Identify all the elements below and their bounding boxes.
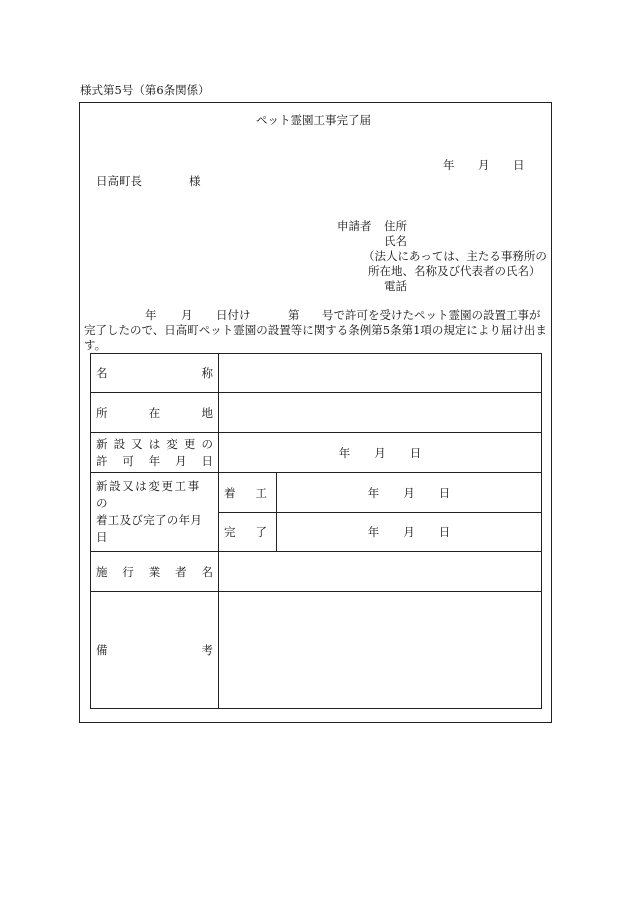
addressee-name: 日高町長 <box>96 174 142 188</box>
body-line1-rest: 号で許可を受けたペット霊園の設置工事が <box>322 308 541 322</box>
start-date-value-cell[interactable]: 年 月 日 <box>277 473 542 513</box>
date-year-label: 年 <box>443 158 455 172</box>
notification-table <box>90 353 542 709</box>
contractor-label-cell: 施 行 業 者 名 <box>91 552 219 592</box>
body-number-prefix: 第 <box>288 308 300 322</box>
body-line2: 完了したので、日高町ペット霊園の設置等に関する条例第5条第1項の規定により届け出ま <box>84 323 547 337</box>
body-month: 月 <box>181 308 193 322</box>
contractor-value-cell[interactable] <box>219 552 542 592</box>
date-day-label: 日 <box>513 158 525 172</box>
remarks-value-cell[interactable] <box>219 592 542 709</box>
body-dated: 日付け <box>216 308 251 322</box>
name-label-cell: 名 称 <box>91 354 219 393</box>
body-year: 年 <box>145 308 157 322</box>
applicant-address-label: 住所 <box>384 219 407 233</box>
name-value-cell[interactable] <box>219 354 542 393</box>
applicant-note-line1: （法人にあっては、主たる事務所の <box>363 249 547 263</box>
work-date-label-cell: 新設又は変更工事の 着工及び完了の年月日 <box>91 473 219 552</box>
remarks-label-cell: 備 考 <box>91 592 219 709</box>
date-month-label: 月 <box>478 158 490 172</box>
location-value-cell[interactable] <box>219 393 542 433</box>
applicant-note-line2: 所在地、名称及び代表者の氏名） <box>368 264 541 278</box>
addressee-honorific: 様 <box>189 174 201 188</box>
applicant-phone-label: 電話 <box>384 279 407 293</box>
applicant-name-label: 氏名 <box>384 234 407 248</box>
applicant-label: 申請者 <box>337 219 372 233</box>
body-line3: す。 <box>84 338 107 352</box>
start-label-cell: 着 工 <box>219 473 277 513</box>
finish-date-value-cell[interactable]: 年 月 日 <box>277 513 542 552</box>
location-label-cell: 所 在 地 <box>91 393 219 433</box>
permit-date-value-cell[interactable]: 年 月 日 <box>219 433 542 473</box>
permit-date-label-cell: 新 設 又 は 変 更 の 許 可 年 月 日 <box>91 433 219 473</box>
form-number: 様式第5号（第6条関係） <box>80 83 210 97</box>
finish-label-cell: 完 了 <box>219 513 277 552</box>
document-title: ペット霊園工事完了届 <box>256 113 371 127</box>
